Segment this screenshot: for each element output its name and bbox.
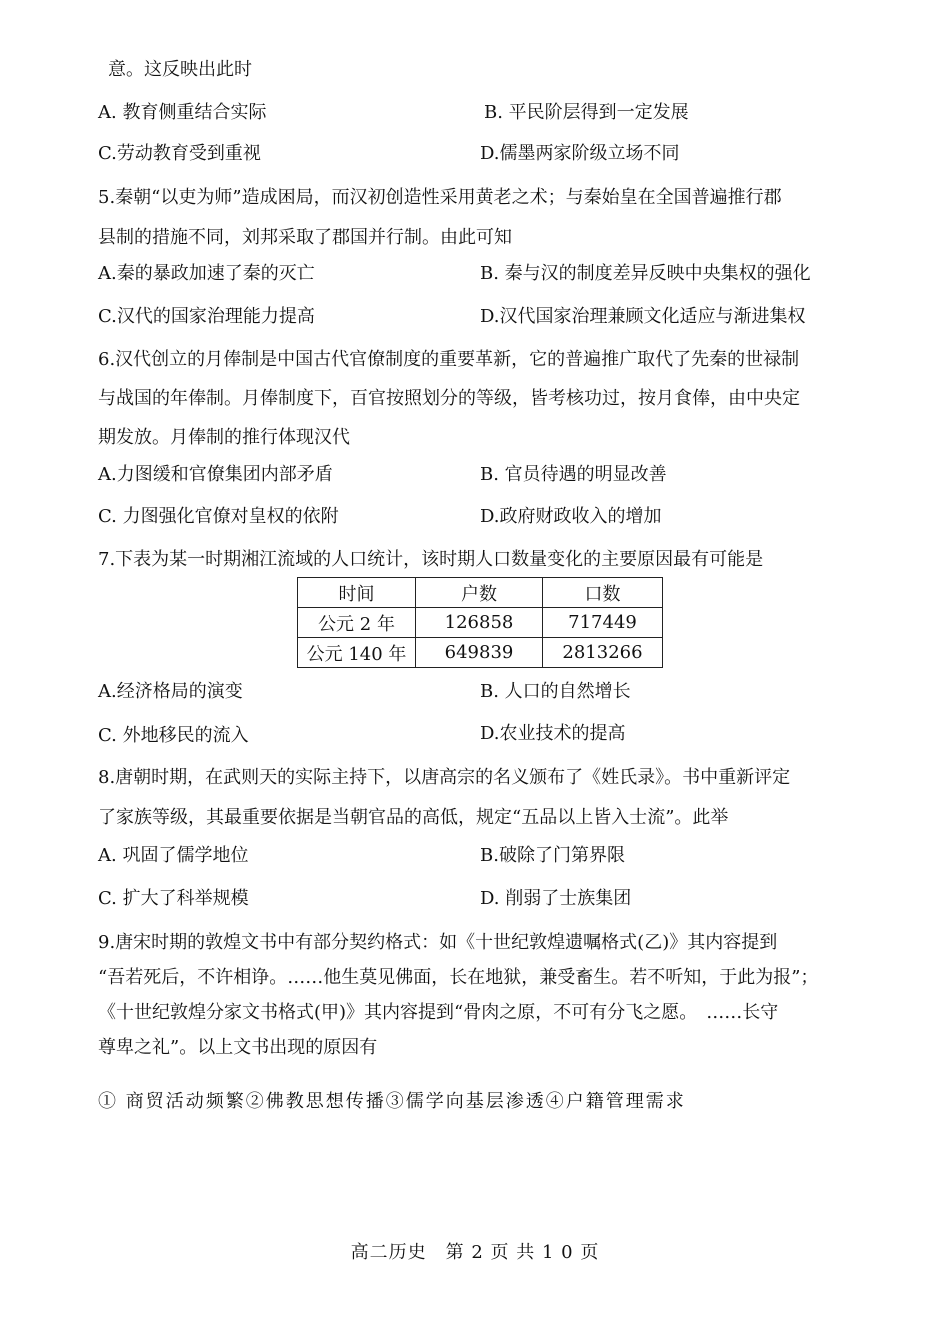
q7-option-a: A.经济格局的演变 (98, 681, 243, 702)
q5-option-b: B. 秦与汉的制度差异反映中央集权的强化 (480, 263, 811, 284)
table-cell: 649839 (416, 638, 543, 668)
table-cell: 公元 2 年 (298, 608, 416, 638)
q8-option-c: C. 扩大了科举规模 (98, 888, 249, 909)
q4-option-b: B. 平民阶层得到一定发展 (484, 102, 689, 123)
table-header-row (298, 578, 663, 608)
table-cell: 公元 140 年 (298, 638, 416, 668)
q6-option-b: B. 官员待遇的明显改善 (480, 464, 667, 485)
q4-option-d: D.儒墨两家阶级立场不同 (480, 143, 680, 164)
table-cell: 717449 (543, 608, 663, 638)
q9-choice-list: ① 商贸活动频繁②佛教思想传播③儒学向基层渗透④户籍管理需求 (98, 1091, 686, 1112)
q6-option-c: C. 力图强化官僚对皇权的依附 (98, 506, 339, 527)
q6-option-d: D.政府财政收入的增加 (480, 506, 662, 527)
q5-stem-line-1: 5.秦朝“以吏为师”造成困局，而汉初创造性采用黄老之术；与秦始皇在全国普遍推行郡 (98, 187, 782, 208)
q5-stem-line-2: 县制的措施不同，刘邦采取了郡国并行制。由此可知 (98, 227, 512, 248)
q9-stem-line-1: 9.唐宋时期的敦煌文书中有部分契约格式：如《十世纪敦煌遗嘱格式(乙)》其内容提到 (98, 932, 778, 953)
table-row (298, 638, 663, 668)
q8-stem-line-2: 了家族等级，其最重要依据是当朝官品的高低，规定“五品以上皆入士流”。此举 (98, 807, 729, 828)
table-cell: 126858 (416, 608, 543, 638)
q6-stem-line-1: 6.汉代创立的月俸制是中国古代官僚制度的重要革新，它的普遍推广取代了先秦的世禄制 (98, 349, 800, 370)
q9-stem-line-3: 《十世纪敦煌分家文书格式(甲)》其内容提到“骨肉之原，不可有分飞之愿。 ……长守 (98, 1002, 779, 1023)
q6-stem-line-2: 与战国的年俸制。月俸制度下，百官按照划分的等级，皆考核功过，按月食俸，由中央定 (98, 388, 800, 409)
population-table (297, 577, 663, 668)
q5-option-c: C.汉代的国家治理能力提高 (98, 306, 315, 327)
q7-option-c: C. 外地移民的流入 (98, 725, 249, 746)
q7-option-b: B. 人口的自然增长 (480, 681, 631, 702)
table-cell: 2813266 (543, 638, 663, 668)
q4-option-c: C.劳动教育受到重视 (98, 143, 261, 164)
q7-option-d: D.农业技术的提高 (480, 723, 626, 744)
q9-stem-line-2: “吾若死后，不许相诤。……他生莫见佛面，长在地狱，兼受畜生。若不听知，于此为报”； (98, 967, 819, 988)
table-header-time: 时间 (298, 578, 416, 608)
table-row (298, 608, 663, 638)
table-header-households: 户数 (416, 578, 543, 608)
q8-option-a: A. 巩固了儒学地位 (98, 845, 249, 866)
q5-option-d: D.汉代国家治理兼顾文化适应与渐进集权 (480, 306, 806, 327)
q8-option-b: B.破除了门第界限 (480, 845, 625, 866)
q8-stem-line-1: 8.唐朝时期，在武则天的实际主持下，以唐高宗的名义颁布了《姓氏录》。书中重新评定 (98, 767, 791, 788)
q9-stem-line-4: 尊卑之礼”。以上文书出现的原因有 (98, 1037, 378, 1058)
page-footer: 高二历史 第 2 页 共 1 0 页 (350, 1242, 600, 1263)
q8-option-d: D. 削弱了士族集团 (480, 888, 632, 909)
table-header-population: 口数 (543, 578, 663, 608)
q7-stem: 7.下表为某一时期湘江流域的人口统计，该时期人口数量变化的主要原因最有可能是 (98, 549, 764, 570)
q6-option-a: A.力图缓和官僚集团内部矛盾 (98, 464, 333, 485)
q4-option-a: A. 教育侧重结合实际 (98, 102, 267, 123)
q6-stem-line-3: 期发放。月俸制的推行体现汉代 (98, 427, 350, 448)
q4-stem-tail: 意。这反映出此时 (108, 59, 252, 80)
q5-option-a: A.秦的暴政加速了秦的灭亡 (98, 263, 315, 284)
